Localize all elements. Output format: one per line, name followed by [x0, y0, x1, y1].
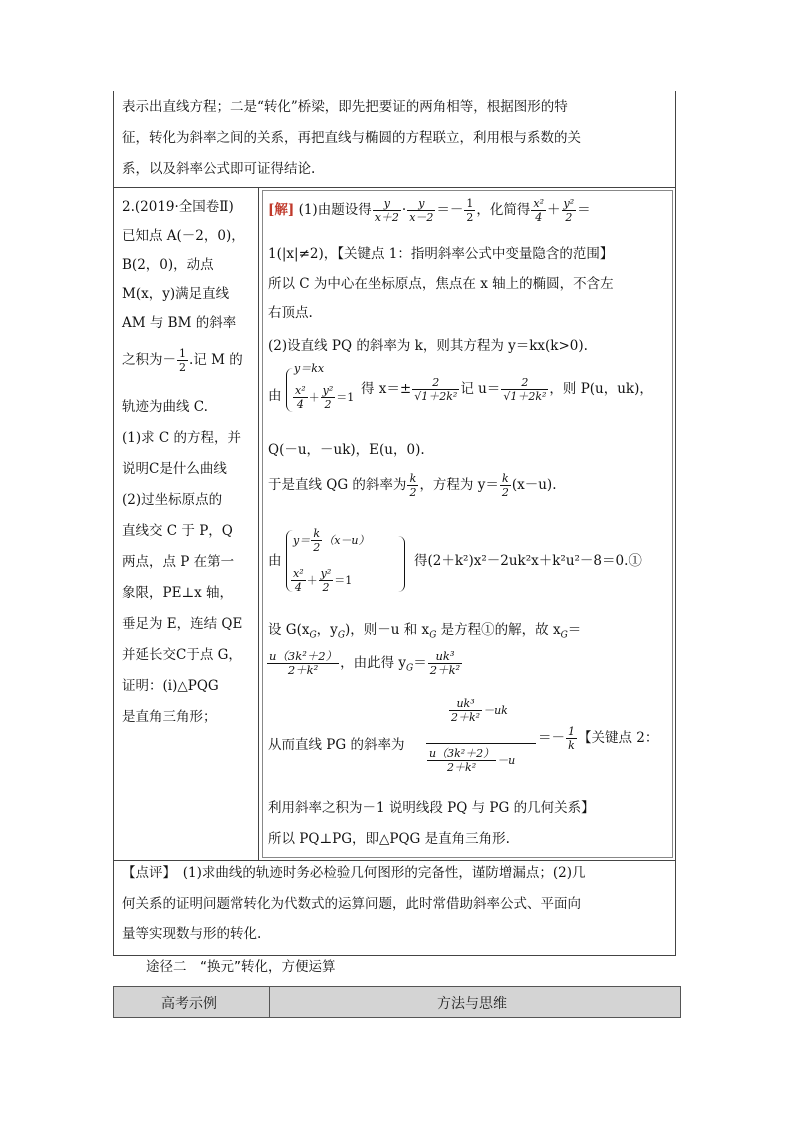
- problem-line: 垂足为 E，连结 QE: [122, 616, 243, 632]
- system-eq-1: y＝ $\frac{k}{2}$ （x－u）: [293, 527, 370, 554]
- table-header-col-1: 高考示例: [161, 996, 217, 1012]
- half-fraction: $\frac{1}{2}$: [179, 347, 186, 374]
- solution-line-7: Q(－u，－uk)，E(u，0).: [268, 442, 425, 458]
- review-line-2: 何关系的证明问题常转化为代数式的运算问题，此时常借助斜率公式、平面向: [122, 896, 581, 912]
- system-brace-right: [398, 536, 405, 592]
- problem-line: 说明C是什么曲线: [122, 461, 227, 477]
- table-header-col-2: 方法与思维: [437, 996, 507, 1012]
- solution-line-10: 设 $G(x_G$，$y_G$)，则－u 和 $x_G$ 是方程①的解，故 $x_G=$: [268, 622, 582, 641]
- problem-line-with-fraction: [122, 347, 243, 374]
- system-eq-1: y＝kx: [294, 362, 325, 375]
- solution-line-6-prefix: 由: [268, 388, 282, 404]
- intro-line-3: 系，以及斜率公式即可证得结论.: [122, 161, 316, 177]
- solution-line-8: 于是直线 QG 的斜率为 $\frac{k}{2}$ ，方程为 y＝ $\frac{k}{2}$ (x－u).: [268, 472, 557, 499]
- fraction-y2-over-2: $\frac{\text{y²}}{2}$: [563, 197, 575, 224]
- problem-line: 象限，PE⊥x 轴，: [122, 585, 234, 601]
- problem-line: 轨迹为曲线 C.: [122, 399, 208, 415]
- solution-line-11: $\frac{\text{u（3k²＋2）}}{\text{2＋k²}}$ ，由此得 $y_G=$ $\frac{\text{uk³}}{\text{2＋k²}}$: [269, 649, 461, 677]
- fraction-x2-over-4: $\frac{\text{x²}}{4}$: [533, 197, 545, 224]
- solution-line-12-prefix: 从而直线 PG 的斜率为: [268, 737, 405, 753]
- problem-line: 已知点 A(－2，0)，: [122, 228, 245, 244]
- solution-line-13: 利用斜率之积为－1 说明线段 PQ 与 PG 的几何关系】: [268, 800, 595, 816]
- review-line-3: 量等实现数与形的转化.: [122, 926, 262, 942]
- fraction-y-over-x-minus-2: $\frac{y}{x-2}$: [409, 197, 434, 224]
- problem-line: (1)求 C 的方程，并: [122, 430, 242, 446]
- solution-line-1: [解] (1)由题设得 $\frac{y}{x+2}$ · $\frac{y}{x-2}$ ＝－ $\frac{1}{2}$ ，化简得 $\frac{\text{x²}}{4}$ ＋ $\frac{\text{y²}}{2}$ ＝: [268, 197, 591, 224]
- solution-line-14: 所以 PQ⊥PG，即△PQG 是直角三角形.: [268, 831, 510, 847]
- fraction-y-over-x-plus-2: $\frac{y}{x+2}$: [374, 197, 399, 224]
- problem-line: 证明：(ⅰ)△PQG: [122, 678, 219, 694]
- solution-line-9-prefix: 由: [268, 553, 282, 569]
- problem-line: 直线交 C 于 P，Q: [122, 523, 233, 539]
- complex-fraction: $\frac{\text{uk³}}{\text{2＋k²}}$ －uk $\frac{\text{u（3k²＋2）}}{\text{2＋k²}}$ －u: [426, 697, 536, 789]
- problem-line: 之积为－: [122, 352, 176, 368]
- intro-line-2: 征，转化为斜率之间的关系，再把直线与椭圆的方程联立，利用根与系数的关: [122, 130, 581, 146]
- problem-line: M(x，y)满足直线: [122, 286, 230, 302]
- solution-line-5: (2)设直线 PQ 的斜率为 k，则其方程为 y＝kx(k>0).: [268, 338, 588, 354]
- solution-line-9: 得(2＋k²)x²－2uk²x＋k²u²－8＝0.①: [414, 553, 642, 569]
- section-heading-path-2: 途径二 “换元”转化，方便运算: [146, 959, 336, 975]
- problem-line: B(2，0)，动点: [122, 257, 214, 273]
- system-eq-2: $\frac{\text{x²}}{4}$ ＋ $\frac{\text{y²}}{2}$ ＝1: [295, 384, 355, 411]
- problem-line: 2.(2019·全国卷Ⅱ): [122, 199, 234, 215]
- system-eq-2: $\frac{\text{x²}}{4}$ ＋ $\frac{\text{y²}}{2}$ ＝1: [293, 567, 353, 594]
- solution-line-12: ＝－ $\frac{1}{k}$ 【关键点 2：: [538, 725, 659, 752]
- table-header-divider: [269, 986, 270, 1018]
- solution-line-4: 右顶点.: [268, 305, 313, 321]
- problem-line: AM 与 BM 的斜率: [122, 315, 237, 331]
- problem-line: 两点，点 P 在第一: [122, 554, 235, 570]
- problem-line: (2)过坐标原点的: [122, 492, 223, 508]
- problem-line-tail: .记 M 的: [189, 352, 243, 368]
- problem-line: 并延长交C于点 G，: [122, 647, 242, 663]
- column-divider: [258, 187, 259, 861]
- problem-line: 是直角三角形；: [122, 709, 217, 725]
- solution-line-6: 得 x＝± $\frac{2}{\text{√1＋2k²}}$ 记 u＝ $\frac{2}{\text{√1＋2k²}}$ ，则 P(u，uk)，: [361, 376, 653, 403]
- solution-tag: [解]: [268, 202, 295, 218]
- solution-line-2: 1(|x|≠2)，【关键点 1：指明斜率公式中变量隐含的范围】: [268, 246, 614, 262]
- fraction-one-half: $\frac{1}{2}$: [466, 197, 474, 224]
- intro-line-1: 表示出直线方程；二是“转化”桥梁，即先把要证的两角相等，根据图形的特: [122, 99, 568, 115]
- solution-line-3: 所以 C 为中心在坐标原点，焦点在 x 轴上的椭圆，不含左: [268, 276, 614, 292]
- review-line-1: 【点评】 (1)求曲线的轨迹时务必检验几何图形的完备性，谨防增漏点；(2)几: [122, 865, 586, 881]
